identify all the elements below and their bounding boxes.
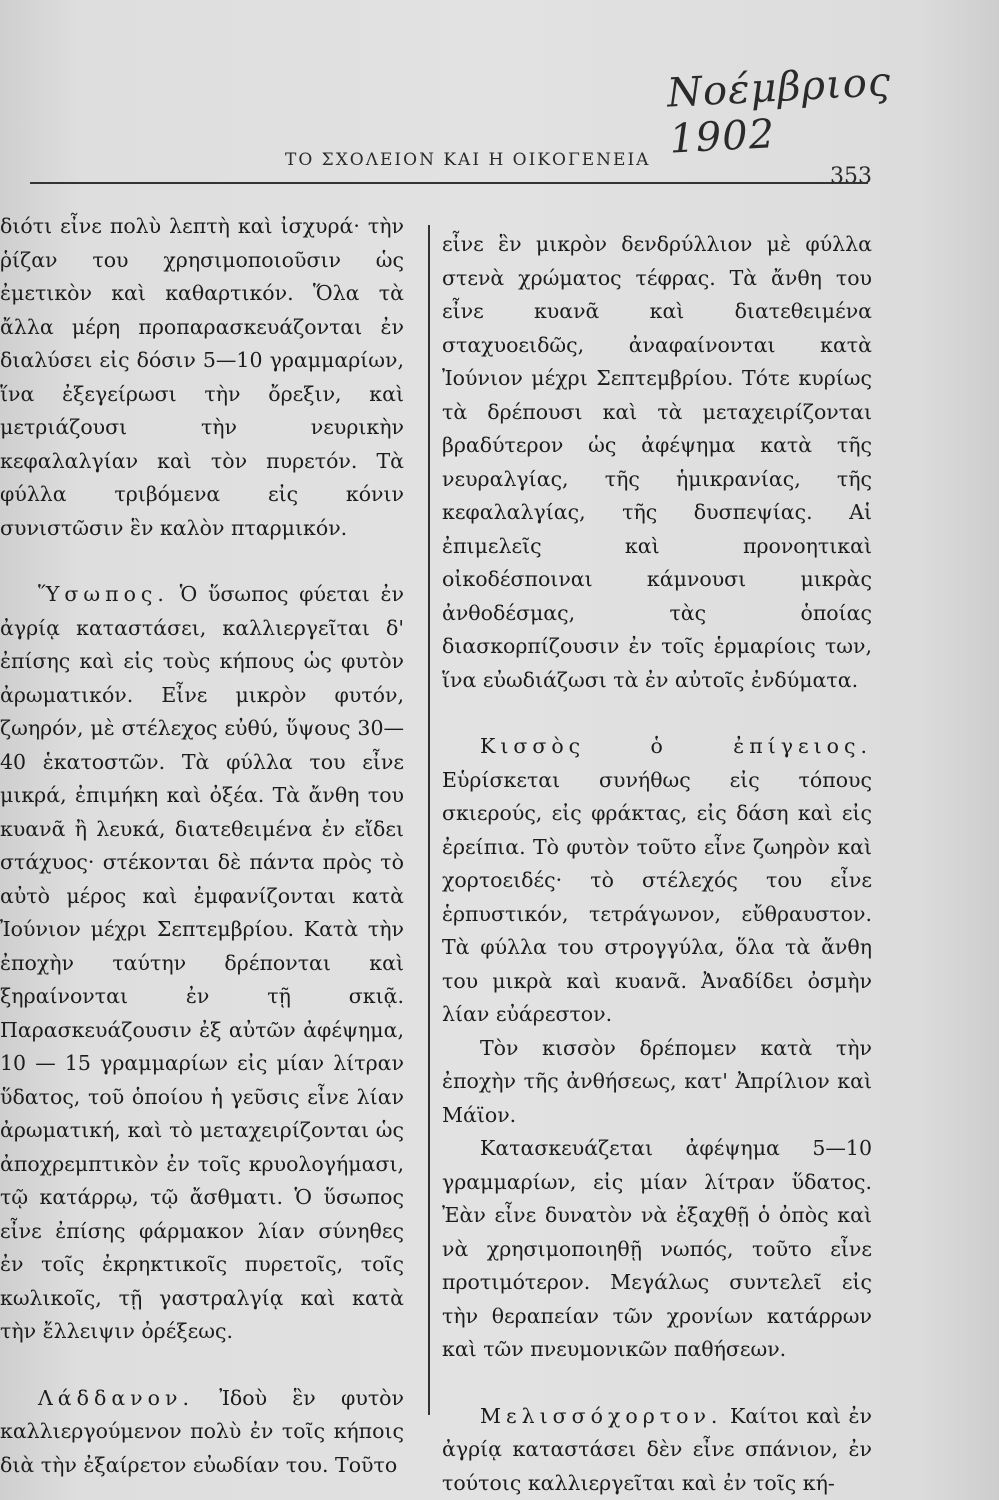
paragraph-gap xyxy=(0,1349,404,1382)
entry-heading-hyssop: Ὕσωπος. xyxy=(38,582,169,606)
right-paragraph-ivy xyxy=(442,730,872,1032)
entry-heading-lemon-balm: Μελισσόχορτον. xyxy=(480,1403,723,1428)
left-column xyxy=(0,210,404,1482)
left-paragraph-hyssop xyxy=(0,578,404,1349)
entry-body-hyssop: Ὁ ὕσωπος φύεται ἐν ἀγρίᾳ καταστάσει, καλλιεργεῖται δ' ἐπίσης καὶ εἰς τοὺς κήπους ὡς φυτὸν ἀρωματικόν. Εἶνε μικρὸν φυτόν, ζωηρόν, μὲ στέλεχος εὐθύ, ὕψους 30—40 ἑκατοστῶν. Τὰ φύλλα του εἶνε μικρά, ἐπιμήκη καὶ ὀξέα. Τὰ ἄνθη του κυανᾶ ἢ λευκά, διατεθειμένα ἐν εἴδει στάχυος· στέκονται δὲ πάντα πρὸς τὸ αὐτὸ μέρος καὶ ἐμφανίζονται κατὰ Ἰούνιον μέχρι Σεπτεμβρίου. Κατὰ τὴν ἐποχὴν ταύτην δρέπονται καὶ ξηραίνονται ἐν τῇ σκιᾷ. Παρασκευάζουσιν ἐξ αὐτῶν ἀφέψημα, 10 — 15 γραμμαρίων εἰς μίαν λίτραν ὕδατος, τοῦ ὁποίου ἡ γεῦσις εἶνε λίαν ἀρωματική, καὶ τὸ μεταχειρίζονται ὡς ἀποχρεμπτικὸν ἐν τοῖς κρυολογήμασι, τῷ κατάρρῳ, τῷ ἄσθματι. Ὁ ὕσωπος εἶνε ἐπίσης φάρμακον λίαν σύνηθες ἐν τοῖς ἐκρηκτικοῖς πυρετοῖς, τοῖς κωλικοῖς, τῇ γαστραλγίᾳ καὶ κατὰ τὴν ἔλλειψιν ὀρέξεως. xyxy=(0,582,404,1343)
running-header xyxy=(30,144,880,189)
handwritten-date-note: Νοέμβριος 1902 xyxy=(665,58,893,163)
right-paragraph-ivy-harvest: Τὸν κισσὸν δρέπομεν κατὰ τὴν ἐποχὴν τῆς ἀνθήσεως, κατ' Ἀπρίλιον καὶ Μάϊον. xyxy=(442,1035,872,1127)
right-paragraph-1: εἶνε ἓν μικρὸν δενδρύλλιον μὲ φύλλα στενὰ χρώματος τέφρας. Τὰ ἄνθη του εἶνε κυανᾶ καὶ διατεθειμένα σταχυοειδῶς, ἀναφαίνονται κατὰ Ἰούνιον μέχρι Σεπτεμβρίου. Τότε κυρίως τὰ δρέπουσι καὶ τὰ μεταχειρίζονται βραδύτερον ὡς ἀφέψημα κατὰ τῆς νευραλγίας, τῆς ἡμικρανίας, τῆς κεφαλαλγίας, τῆς δυσπεψίας. Αἱ ἐπιμελεῖς καὶ προνοητικαὶ οἰκοδέσποιναι κάμνουσι μικρὰς ἀνθοδέσμας, τὰς ὁποίας διασκορπίζουσιν ἐν τοῖς ἑρμαρίοις των, ἵνα εὐωδιάζωσι τὰ ἐν αὐτοῖς ἐνδύματα. xyxy=(442,232,872,692)
column-divider xyxy=(428,225,430,1415)
paragraph-gap xyxy=(442,1367,872,1400)
entry-body-lemon-balm: Καίτοι καὶ ἐν ἀγρίᾳ καταστάσει δὲν εἶνε σπάνιον, ἐν τούτοις καλλιεργεῖται καὶ ἐν τοῖς κή- xyxy=(442,1403,872,1495)
right-paragraph-ivy-decoction: Κατασκευάζεται ἀφέψημα 5—10 γραμμαρίων, εἰς μίαν λίτραν ὕδατος. Ἐὰν εἶνε δυνατὸν νὰ ἐξαχθῇ ὁ ὀπὸς καὶ νὰ χρησιμοποιηθῇ νωπός, τοῦτο εἶνε προτιμότερον. Μεγάλως συντελεῖ εἰς τὴν θεραπείαν τῶν χρονίων κατάρρων καὶ τῶν πνευμονικῶν παθήσεων. xyxy=(442,1136,872,1361)
right-paragraph-lemon-balm xyxy=(442,1400,872,1500)
entry-heading-ladanum: Λάδδανον. xyxy=(38,1385,194,1410)
header-rule xyxy=(30,182,868,184)
entry-heading-ivy: Κισσὸς ὁ ἐπίγειος. xyxy=(480,734,872,758)
left-paragraph-1: διότι εἶνε πολὺ λεπτὴ καὶ ἰσχυρά· τὴν ῥίζαν του χρησιμοποιοῦσιν ὡς ἐμετικὸν καὶ καθαρτικόν. Ὅλα τὰ ἄλλα μέρη προπαρασκευάζονται ἐν διαλύσει εἰς δόσιν 5—10 γραμμαρίων, ἵνα ἐξεγείρωσι τὴν ὄρεξιν, καὶ μετριάζουσι τὴν νευρικὴν κεφαλαλγίαν καὶ τὸν πυρετόν. Τὰ φύλλα τριβόμενα εἰς κόνιν συνιστῶσιν ἓν καλὸν πταρμικόν. xyxy=(0,214,404,540)
page-number: 353 xyxy=(830,164,872,189)
left-paragraph-ladanum xyxy=(0,1382,404,1483)
header-title: ΤΟ ΣΧΟΛΕΙΟΝ ΚΑΙ Η ΟΙΚΟΓΕΝΕΙΑ xyxy=(285,150,651,170)
paragraph-gap xyxy=(442,697,872,730)
entry-body-ladanum: Ἰδοὺ ἓν φυτὸν καλλιεργούμενον πολὺ ἐν τοῖς κήποις διὰ τὴν ἐξαίρετον εὐωδίαν του. Τοῦτο xyxy=(0,1385,404,1477)
entry-body-ivy: Εὑρίσκεται συνήθως εἰς τόπους σκιερούς, εἰς φράκτας, εἰς δάση καὶ εἰς ἐρείπια. Τὸ φυτὸν τοῦτο εἶνε ζωηρὸν καὶ χορτοειδές· τὸ στέλεχός του εἶνε ἑρπυστικόν, τετράγωνον, εὔθραυστον. Τὰ φύλλα του στρογγύλα, ὅλα τὰ ἄνθη του μικρὰ καὶ κυανᾶ. Ἀναδίδει ὀσμὴν λίαν εὐάρεστον. xyxy=(442,767,872,1026)
paragraph-gap xyxy=(0,545,404,578)
right-column xyxy=(442,228,872,1500)
